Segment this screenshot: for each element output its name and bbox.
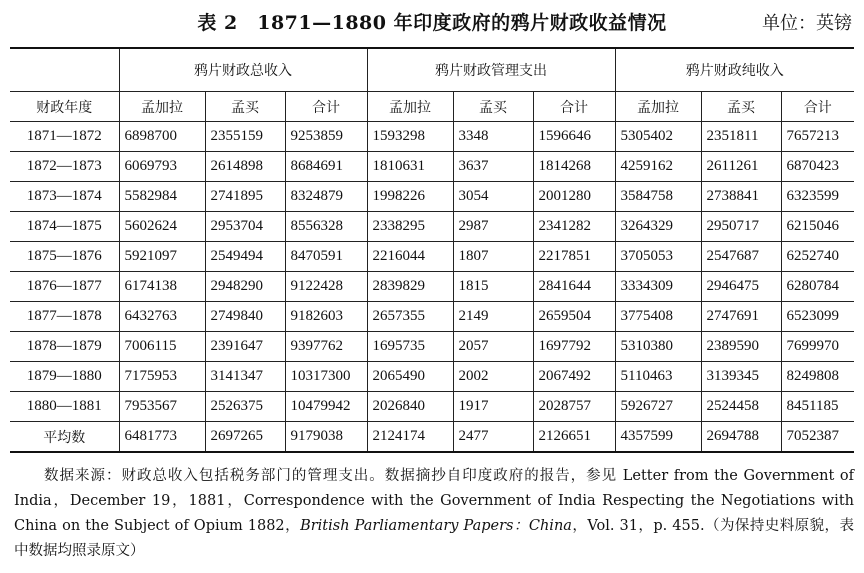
value-cell: 2953704	[205, 212, 285, 242]
value-cell: 9397762	[285, 332, 367, 362]
year-cell: 1880—1881	[10, 392, 119, 422]
table-row	[10, 302, 854, 332]
value-cell: 3705053	[615, 242, 701, 272]
table-row	[10, 212, 854, 242]
header-bengal: 孟加拉	[119, 92, 205, 122]
value-cell: 2391647	[205, 332, 285, 362]
table-row	[10, 182, 854, 212]
value-cell: 3141347	[205, 362, 285, 392]
year-cell: 1875—1876	[10, 242, 119, 272]
table-row	[10, 332, 854, 362]
year-cell: 平均数	[10, 422, 119, 453]
value-cell: 2948290	[205, 272, 285, 302]
value-cell: 8249808	[781, 362, 854, 392]
value-cell: 5110463	[615, 362, 701, 392]
value-cell: 2659504	[533, 302, 615, 332]
value-cell: 3139345	[701, 362, 781, 392]
value-cell: 2028757	[533, 392, 615, 422]
value-cell: 2738841	[701, 182, 781, 212]
value-cell: 2477	[453, 422, 533, 453]
value-cell: 2124174	[367, 422, 453, 453]
value-cell: 2355159	[205, 122, 285, 152]
value-cell: 1998226	[367, 182, 453, 212]
value-cell: 8451185	[781, 392, 854, 422]
year-cell: 1873—1874	[10, 182, 119, 212]
value-cell: 9122428	[285, 272, 367, 302]
unit-label: 单位：英镑	[762, 13, 852, 34]
value-cell: 5602624	[119, 212, 205, 242]
value-cell: 9253859	[285, 122, 367, 152]
value-cell: 10479942	[285, 392, 367, 422]
note-text-2: ，Vol. 31，p. 455.（为保持史料原貌，表中数据均照录原文）	[14, 518, 855, 559]
table-body	[10, 122, 854, 453]
value-cell: 2946475	[701, 272, 781, 302]
year-cell: 1874—1875	[10, 212, 119, 242]
year-cell: 1879—1880	[10, 362, 119, 392]
value-cell: 5305402	[615, 122, 701, 152]
value-cell: 1596646	[533, 122, 615, 152]
value-cell: 6481773	[119, 422, 205, 453]
header-sum: 合计	[285, 92, 367, 122]
value-cell: 3054	[453, 182, 533, 212]
value-cell: 1814268	[533, 152, 615, 182]
header-group-row	[10, 48, 854, 92]
value-cell: 2149	[453, 302, 533, 332]
value-cell: 7175953	[119, 362, 205, 392]
value-cell: 3637	[453, 152, 533, 182]
header-year: 财政年度	[10, 92, 119, 122]
value-cell: 8684691	[285, 152, 367, 182]
value-cell: 2351811	[701, 122, 781, 152]
value-cell: 7006115	[119, 332, 205, 362]
value-cell: 6252740	[781, 242, 854, 272]
value-cell: 9179038	[285, 422, 367, 453]
value-cell: 4357599	[615, 422, 701, 453]
header-sum: 合计	[533, 92, 615, 122]
value-cell: 2697265	[205, 422, 285, 453]
value-cell: 2216044	[367, 242, 453, 272]
title-row	[0, 8, 864, 42]
year-cell: 1877—1878	[10, 302, 119, 332]
value-cell: 10317300	[285, 362, 367, 392]
header-bombay: 孟买	[205, 92, 285, 122]
value-cell: 2065490	[367, 362, 453, 392]
header-net-revenue: 鸦片财政纯收入	[615, 48, 854, 92]
header-sum: 合计	[781, 92, 854, 122]
header-admin-expense: 鸦片财政管理支出	[367, 48, 615, 92]
value-cell: 6870423	[781, 152, 854, 182]
value-cell: 5926727	[615, 392, 701, 422]
table-row	[10, 362, 854, 392]
year-cell: 1878—1879	[10, 332, 119, 362]
header-bombay: 孟买	[701, 92, 781, 122]
value-cell: 2126651	[533, 422, 615, 453]
value-cell: 1815	[453, 272, 533, 302]
table-row	[10, 392, 854, 422]
value-cell: 2547687	[701, 242, 781, 272]
value-cell: 3348	[453, 122, 533, 152]
value-cell: 2950717	[701, 212, 781, 242]
value-cell: 2524458	[701, 392, 781, 422]
value-cell: 4259162	[615, 152, 701, 182]
value-cell: 2001280	[533, 182, 615, 212]
header-bombay: 孟买	[453, 92, 533, 122]
value-cell: 3334309	[615, 272, 701, 302]
table-row	[10, 152, 854, 182]
table-row	[10, 242, 854, 272]
table-row	[10, 122, 854, 152]
value-cell: 2549494	[205, 242, 285, 272]
value-cell: 6323599	[781, 182, 854, 212]
value-cell: 1593298	[367, 122, 453, 152]
note-text-1: 数据来源：财政总收入包括税务部门的管理支出。数据摘抄自印度政府的报告，参见 Letter from the Government of India，December 19，1881，Correspondence with the Government of India Respecting the Negotiations with China on the Subject of Opium 1882，	[14, 468, 854, 534]
value-cell: 1695735	[367, 332, 453, 362]
value-cell: 2741895	[205, 182, 285, 212]
value-cell: 9182603	[285, 302, 367, 332]
value-cell: 2067492	[533, 362, 615, 392]
value-cell: 2526375	[205, 392, 285, 422]
value-cell: 2749840	[205, 302, 285, 332]
value-cell: 2614898	[205, 152, 285, 182]
header-sub-row	[10, 92, 854, 122]
table-title: 表 2 1871—1880 年印度政府的鸦片财政收益情况	[197, 12, 667, 34]
header-total-revenue: 鸦片财政总收入	[119, 48, 367, 92]
value-cell: 3584758	[615, 182, 701, 212]
value-cell: 2026840	[367, 392, 453, 422]
header-blank	[10, 48, 119, 92]
table-row	[10, 422, 854, 453]
value-cell: 1810631	[367, 152, 453, 182]
value-cell: 7953567	[119, 392, 205, 422]
value-cell: 6174138	[119, 272, 205, 302]
value-cell: 2338295	[367, 212, 453, 242]
value-cell: 8324879	[285, 182, 367, 212]
value-cell: 1917	[453, 392, 533, 422]
source-note	[14, 464, 854, 564]
value-cell: 7657213	[781, 122, 854, 152]
value-cell: 2611261	[701, 152, 781, 182]
value-cell: 7052387	[781, 422, 854, 453]
opium-revenue-table	[10, 47, 854, 453]
value-cell: 5310380	[615, 332, 701, 362]
value-cell: 2694788	[701, 422, 781, 453]
value-cell: 3264329	[615, 212, 701, 242]
value-cell: 2841644	[533, 272, 615, 302]
value-cell: 8470591	[285, 242, 367, 272]
value-cell: 2657355	[367, 302, 453, 332]
value-cell: 6432763	[119, 302, 205, 332]
value-cell: 6215046	[781, 212, 854, 242]
year-cell: 1871—1872	[10, 122, 119, 152]
value-cell: 5582984	[119, 182, 205, 212]
table-row	[10, 272, 854, 302]
value-cell: 2341282	[533, 212, 615, 242]
year-cell: 1872—1873	[10, 152, 119, 182]
value-cell: 2217851	[533, 242, 615, 272]
value-cell: 2839829	[367, 272, 453, 302]
value-cell: 2057	[453, 332, 533, 362]
value-cell: 8556328	[285, 212, 367, 242]
value-cell: 3775408	[615, 302, 701, 332]
header-bengal: 孟加拉	[615, 92, 701, 122]
value-cell: 6523099	[781, 302, 854, 332]
value-cell: 6280784	[781, 272, 854, 302]
value-cell: 6069793	[119, 152, 205, 182]
value-cell: 6898700	[119, 122, 205, 152]
value-cell: 7699970	[781, 332, 854, 362]
value-cell: 1807	[453, 242, 533, 272]
value-cell: 5921097	[119, 242, 205, 272]
header-bengal: 孟加拉	[367, 92, 453, 122]
value-cell: 2987	[453, 212, 533, 242]
note-italic-source: British Parliamentary Papers：China	[300, 518, 572, 534]
value-cell: 1697792	[533, 332, 615, 362]
value-cell: 2389590	[701, 332, 781, 362]
year-cell: 1876—1877	[10, 272, 119, 302]
value-cell: 2747691	[701, 302, 781, 332]
value-cell: 2002	[453, 362, 533, 392]
